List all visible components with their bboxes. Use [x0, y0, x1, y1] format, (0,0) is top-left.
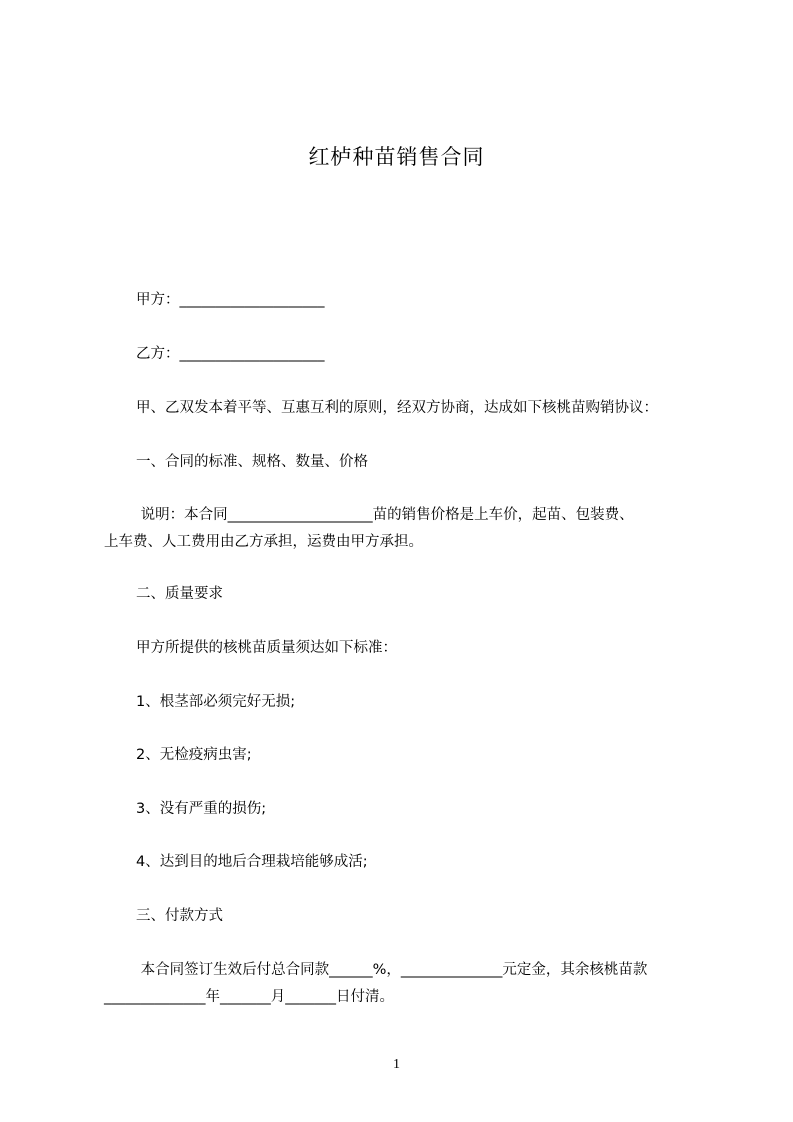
- section1-heading: 一、合同的标准、规格、数量、价格: [136, 454, 368, 470]
- party-a-line: 甲方：____________________: [136, 292, 325, 308]
- list-item: 4、达到目的地后合理栽培能够成活;: [136, 854, 368, 870]
- section1-note-line1: 说明：本合同____________________苗的销售价格是上车价，起苗、包装费、: [136, 507, 634, 523]
- section3-line2: ______________年_______月_______日付清。: [104, 989, 394, 1005]
- list-item: 3、没有严重的损伤;: [136, 801, 267, 817]
- list-item: 2、无检疫病虫害;: [136, 747, 252, 763]
- page-number: 1: [393, 1057, 400, 1072]
- section1-note-line2: 上车费、人工费用由乙方承担，运费由甲方承担。: [104, 534, 423, 550]
- section3-line1: 本合同签订生效后付总合同款______%，______________元定金，其余核桃苗款: [136, 962, 648, 978]
- section2-intro: 甲方所提供的核桃苗质量须达如下标准：: [136, 640, 397, 656]
- document-title: 红栌种苗销售合同: [308, 145, 485, 169]
- intro-paragraph: 甲、乙双发本着平等、互惠互利的原则，经双方协商，达成如下核桃苗购销协议：: [136, 400, 658, 416]
- section2-heading: 二、质量要求: [136, 586, 223, 602]
- section3-heading: 三、付款方式: [136, 908, 223, 924]
- list-item: 1、根茎部必须完好无损;: [136, 694, 296, 710]
- party-b-line: 乙方：____________________: [136, 346, 325, 362]
